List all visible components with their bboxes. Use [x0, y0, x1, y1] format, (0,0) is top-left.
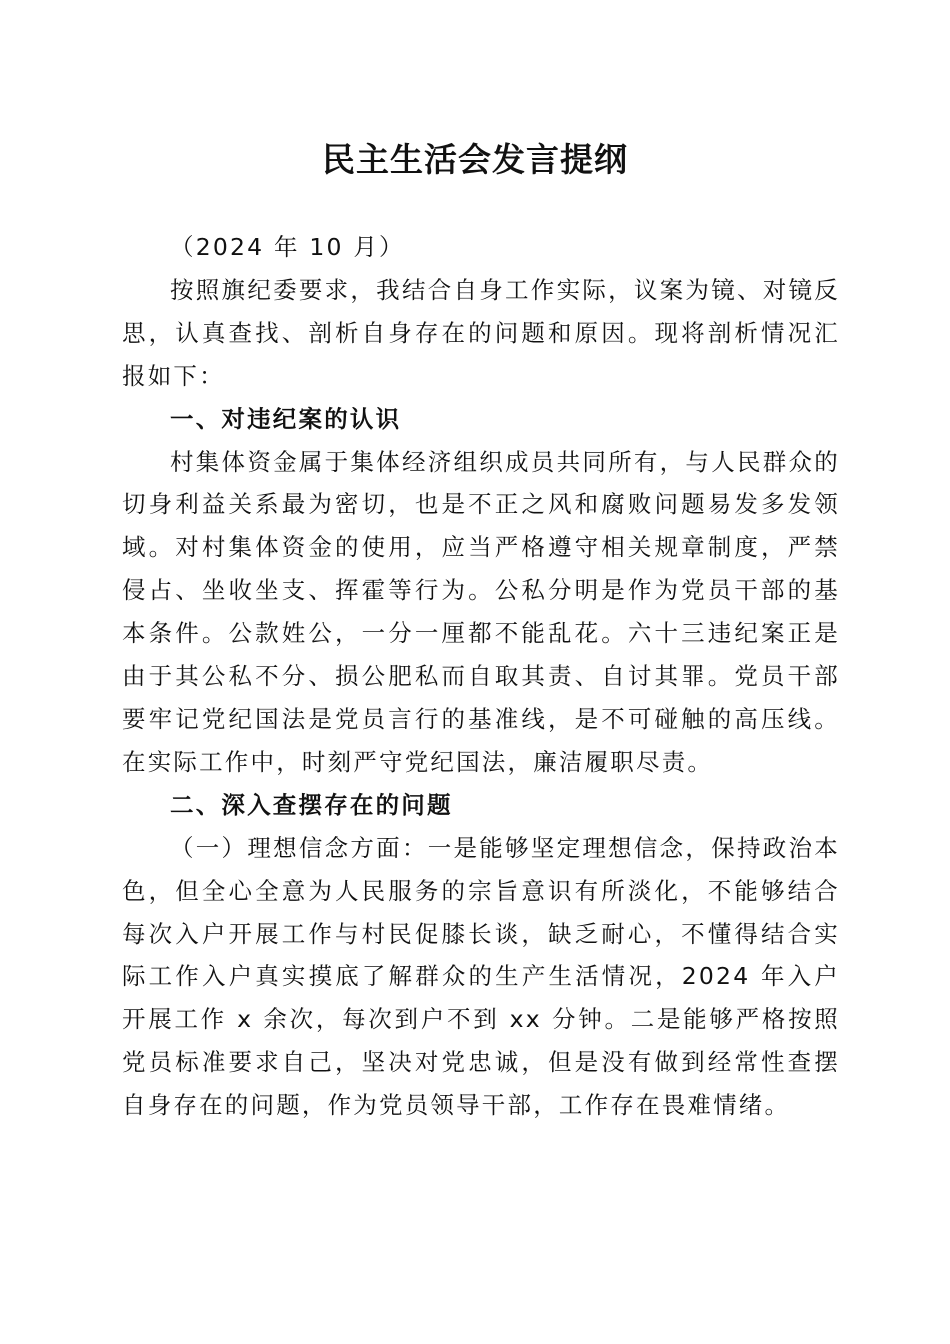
section-2-subsection-1: （一）理想信念方面：一是能够坚定理想信念，保持政治本色，但全心全意为人民服务的宗旨意识有所淡化，不能够结合每次入户开展工作与村民促膝长谈，缺乏耐心，不懂得结合实际工作入户真实摸底了解群众的生产生活情况，2024 年入户开展工作 x 余次，每次到户不到 xx 分钟。二是能够严格按照党员标准要求自己，坚决对党忠诚，但是没有做到经常性查摆自身存在的问题，作为党员领导干部，工作存在畏难情绪。 — [122, 833, 840, 1120]
section-heading-2: 二、深入查摆存在的问题 — [170, 790, 453, 819]
document-body — [122, 226, 840, 1127]
section-heading-1: 一、对违纪案的认识 — [170, 404, 402, 433]
intro-paragraph: 按照旗纪委要求，我结合自身工作实际，议案为镜、对镜反思，认真查找、剖析自身存在的问题和原因。现将剖析情况汇报如下： — [122, 275, 840, 390]
section-1-paragraph: 村集体资金属于集体经济组织成员共同所有，与人民群众的切身利益关系最为密切，也是不正之风和腐败问题易发多发领域。对村集体资金的使用，应当严格遵守相关规章制度，严禁侵占、坐收坐支、挥霍等行为。公私分明是作为党员干部的基本条件。公款姓公，一分一厘都不能乱花。六十三违纪案正是由于其公私不分、损公肥私而自取其责、自讨其罪。党员干部要牢记党纪国法是党员言行的基准线，是不可碰触的高压线。在实际工作中，时刻严守党纪国法，廉洁履职尽责。 — [122, 447, 840, 776]
date-line: （2024 年 10 月） — [170, 233, 405, 261]
document-title: 民主生活会发言提纲 — [322, 140, 628, 179]
